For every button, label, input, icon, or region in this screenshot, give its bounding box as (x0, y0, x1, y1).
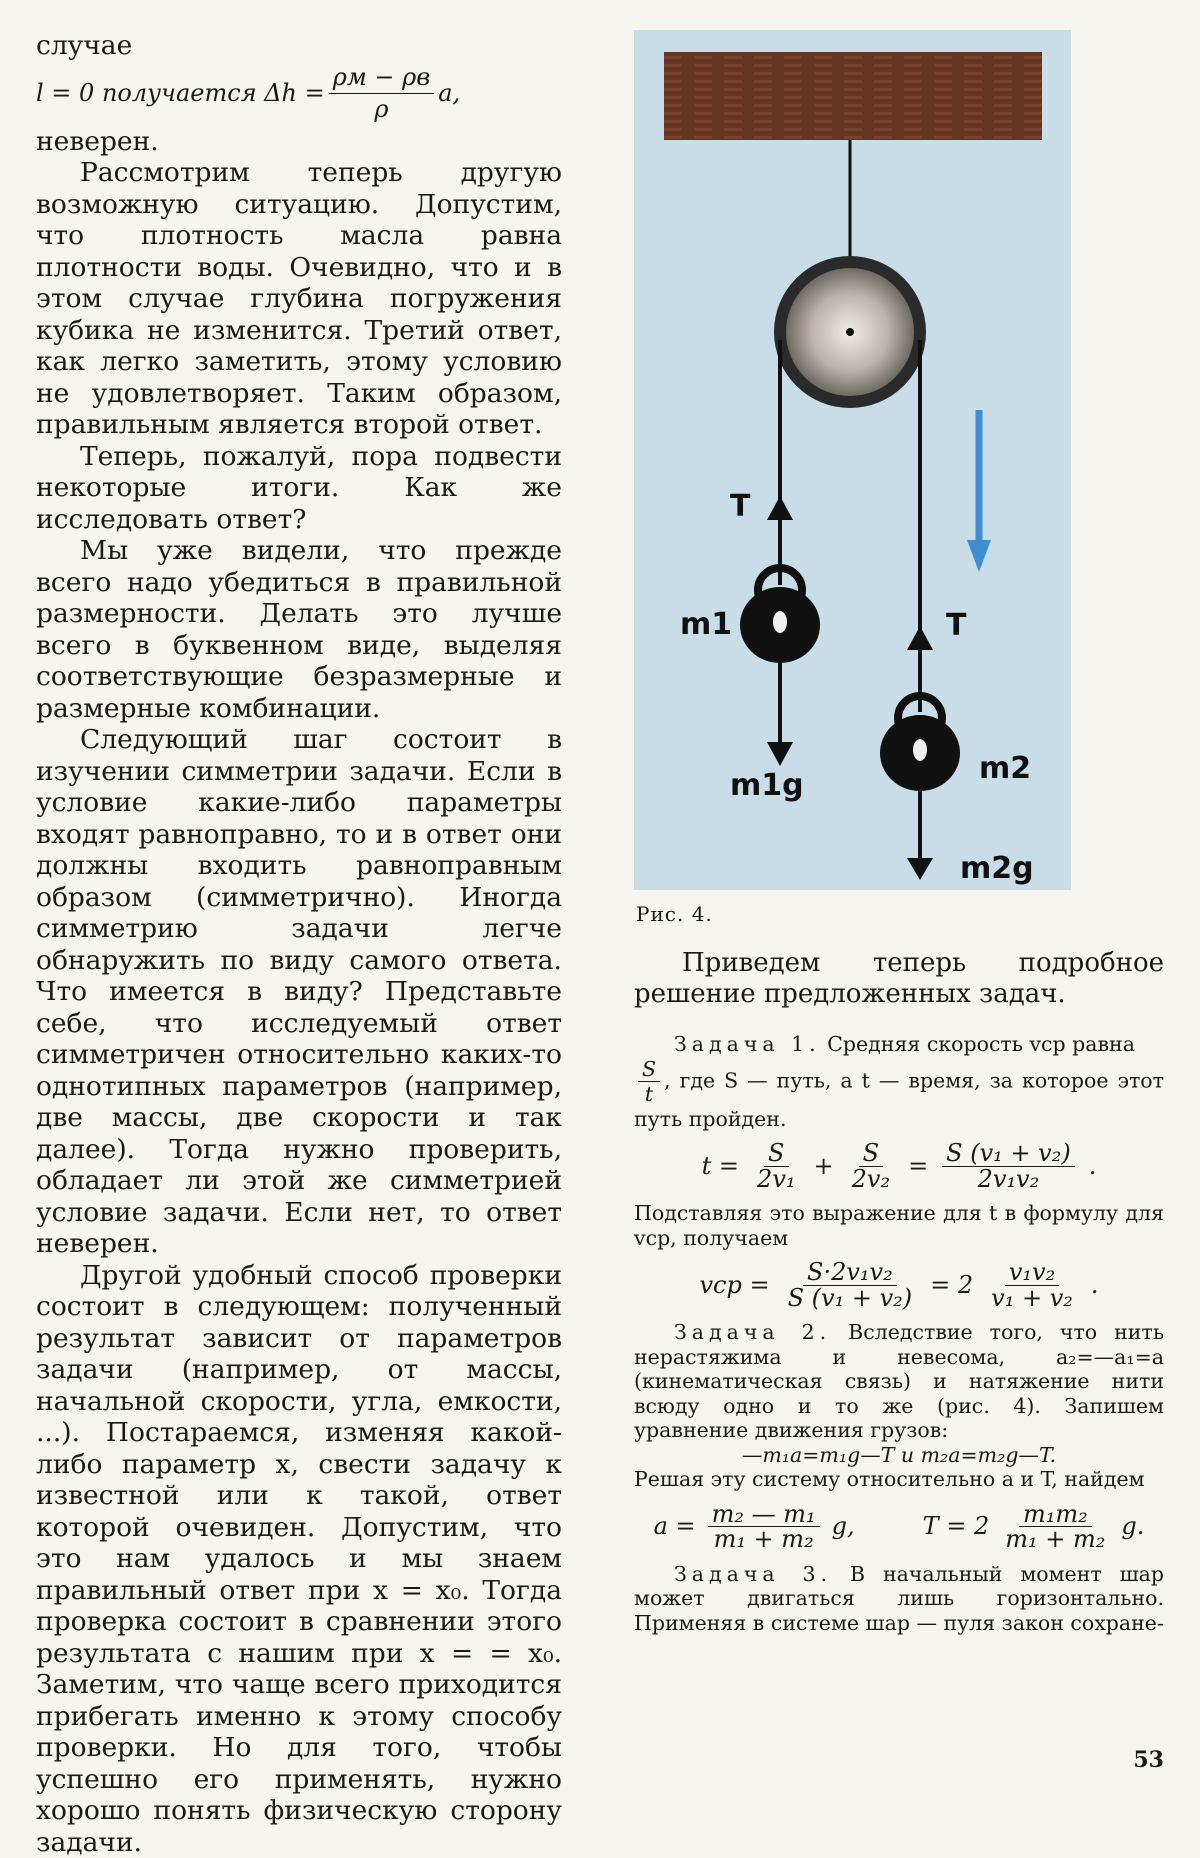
weight1-highlight (773, 611, 787, 633)
task2-equation: —m₁a=m₁g—T и m₂a=m₂g—T. (634, 1443, 1164, 1468)
left-column (36, 30, 562, 1858)
opening-fraction (329, 62, 434, 126)
formula-vcp-term1-num: S·2v₁v₂ (803, 1260, 897, 1286)
formula-T-end: g. (1121, 1514, 1144, 1539)
formula-vcp-eq: = 2 (930, 1273, 973, 1298)
formula-t-term2 (848, 1141, 894, 1191)
task2-section (634, 1320, 1164, 1552)
task3-section (634, 1562, 1164, 1636)
task1-text-b-content: , где S — путь, а t — время, за которое этот путь пройден. (634, 1068, 1164, 1131)
task3-text (634, 1562, 1164, 1636)
formula-t-term2-num: S (859, 1141, 883, 1167)
formula-t-result (942, 1141, 1075, 1191)
mass-label-m1: m1 (680, 607, 732, 642)
formula-a-T (634, 1502, 1164, 1552)
formula-a-den: m₁ + m₂ (710, 1527, 818, 1552)
formula-t-term2-den: 2v₂ (848, 1167, 894, 1192)
opening-formula (36, 62, 460, 126)
formula-T-den: m₁ + m₂ (1001, 1527, 1109, 1552)
formula-t-term1-den: 2v₁ (753, 1167, 799, 1192)
task1-frac-den: t (641, 1082, 657, 1107)
formula-t-plus: + (814, 1154, 834, 1179)
paragraph-3: Мы уже видели, что прежде всего надо убедиться в правильной размерности. Делать это лучше всего в буквенном виде, выделяя соответствующие безразмерные и размерные комбинации. (36, 535, 562, 724)
paragraph-1: Рассмотрим теперь другую возможную ситуацию. Допустим, что плотность масла равна плотности воды. Очевидно, что и в этом случае глубина погружения кубика не изменится. Третий ответ, как легко заметить, этому условию не удовлетворяет. Таким образом, правильным является второй ответ. (36, 157, 562, 441)
weight2-highlight (913, 739, 927, 761)
task1-section (634, 1032, 1164, 1310)
formula-vcp-term2-den: v₁ + v₂ (987, 1286, 1077, 1311)
formula-T-frac (1001, 1502, 1109, 1552)
opening-frac-num: ρм − ρв (329, 62, 434, 95)
opening-formula-lhs: l = 0 получается Δh = (36, 78, 325, 110)
mass-label-m2: m2 (979, 751, 1031, 786)
formula-t-eq: = (908, 1154, 928, 1179)
weight-label-m1g: m1g (730, 768, 804, 803)
solutions-intro: Приведем теперь подробное решение предложенных задач. (634, 948, 1164, 1010)
formula-a-end: g, (832, 1514, 855, 1539)
task1-text-c: Подставляя это выражение для t в формулу для vср, получаем (634, 1201, 1164, 1250)
task2-label: Задача 2. (674, 1320, 831, 1344)
ceiling-texture (664, 52, 1042, 140)
paragraph-2: Теперь, пожалуй, пора подвести некоторые итоги. Как же исследовать ответ? (36, 441, 562, 536)
task2-text-a-content: Вследствие того, что нить нерастяжима и невесома, a₂=—a₁=a (кинематическая связь) и натяжение нити всюду одно и то же (рис. 4). Запишем уравнение движения грузов: (634, 1320, 1164, 1442)
formula-vcp-term1-den: S (v₁ + v₂) (784, 1286, 917, 1311)
task2-text-a (634, 1320, 1164, 1443)
formula-t-result-num: S (v₁ + v₂) (942, 1141, 1075, 1167)
figure-caption: Рис. 4. (636, 902, 1164, 926)
task1-frac-num: S (638, 1057, 660, 1083)
task1-text-b (634, 1057, 1164, 1132)
task1-text-a-content: Средняя скорость vср равна (827, 1032, 1135, 1056)
tension-label-left: T (730, 489, 751, 524)
formula-vcp-term1 (784, 1260, 917, 1310)
opening-line (36, 30, 562, 126)
page-number: 53 (1133, 1747, 1164, 1773)
formula-a-frac (708, 1502, 820, 1552)
formula-vcp (634, 1260, 1164, 1310)
formula-vcp-term2-num: v₁v₂ (1005, 1260, 1059, 1286)
tension-label-right: T (946, 608, 967, 643)
formula-t (634, 1141, 1164, 1191)
right-column (634, 30, 1164, 1635)
opening-suffix: a, (438, 78, 460, 110)
task1-fraction (638, 1057, 660, 1107)
pulley-axle (846, 328, 854, 336)
task3-text-content: В начальный момент шар может двигаться лишь горизонтально. Применяя в системе шар — пуля закон сохране- (634, 1562, 1164, 1635)
paragraph-5: Другой удобный способ проверки состоит в следующем: полученный результат зависит от параметров задачи (например, от массы, начальной скорости, угла, емкости, ...). Постараемся, изменяя какой-либо параметр x, свести задачу к известной или к такой, ответ которой очевиден. Допустим, что это нам удалось и мы знаем правильный ответ при x = x₀. Тогда проверка состоит в сравнении этого результата с нашим при x = = x₀. Заметим, что чаще всего приходится прибегать именно к этому способу проверки. Но для того, чтобы успешно его применять, нужно хорошо понять физическую сторону задачи. (36, 1260, 562, 1858)
formula-t-term1 (753, 1141, 799, 1191)
formula-t-result-den: 2v₁v₂ (974, 1167, 1044, 1192)
task3-label: Задача 3. (674, 1562, 832, 1586)
formula-a-num: m₂ — m₁ (708, 1502, 820, 1528)
formula-a-lhs: a = (654, 1514, 696, 1539)
formula-t-term1-num: S (764, 1141, 788, 1167)
task1-label: Задача 1. (674, 1032, 821, 1056)
pulley-diagram (634, 30, 1071, 890)
task2-text-b: Решая эту систему относительно a и T, найдем (634, 1467, 1164, 1492)
pulley-figure (634, 30, 1071, 890)
formula-t-end: . (1089, 1154, 1097, 1179)
formula-vcp-end: . (1091, 1273, 1099, 1298)
formula-t-lhs: t = (702, 1154, 739, 1179)
opening-frac-den: ρ (370, 94, 392, 126)
opening-prefix: случае (36, 30, 132, 61)
formula-T-num: m₁m₂ (1019, 1502, 1092, 1528)
formula-vcp-term2 (987, 1260, 1077, 1310)
formula-T-lhs: T = 2 (923, 1514, 990, 1539)
weight-label-m2g: m2g (960, 851, 1034, 886)
formula-vcp-lhs: vср = (699, 1273, 769, 1298)
opening-line-2: неверен. (36, 126, 562, 158)
paragraph-4: Следующий шаг состоит в изучении симметрии задачи. Если в условие какие-либо параметры входят равноправно, то и в ответ они должны входить равноправным образом (симметрично). Иногда симметрию задачи легче обнаружить по виду самого ответа. Что имеется в виду? Представьте себе, что исследуемый ответ симметричен относительно каких-то однотипных параметров (например, две массы, две скорости и так далее). Тогда нужно проверить, обладает ли этой же симметрией условие задачи. Если нет, то ответ неверен. (36, 724, 562, 1260)
task1-text-a (634, 1032, 1164, 1057)
